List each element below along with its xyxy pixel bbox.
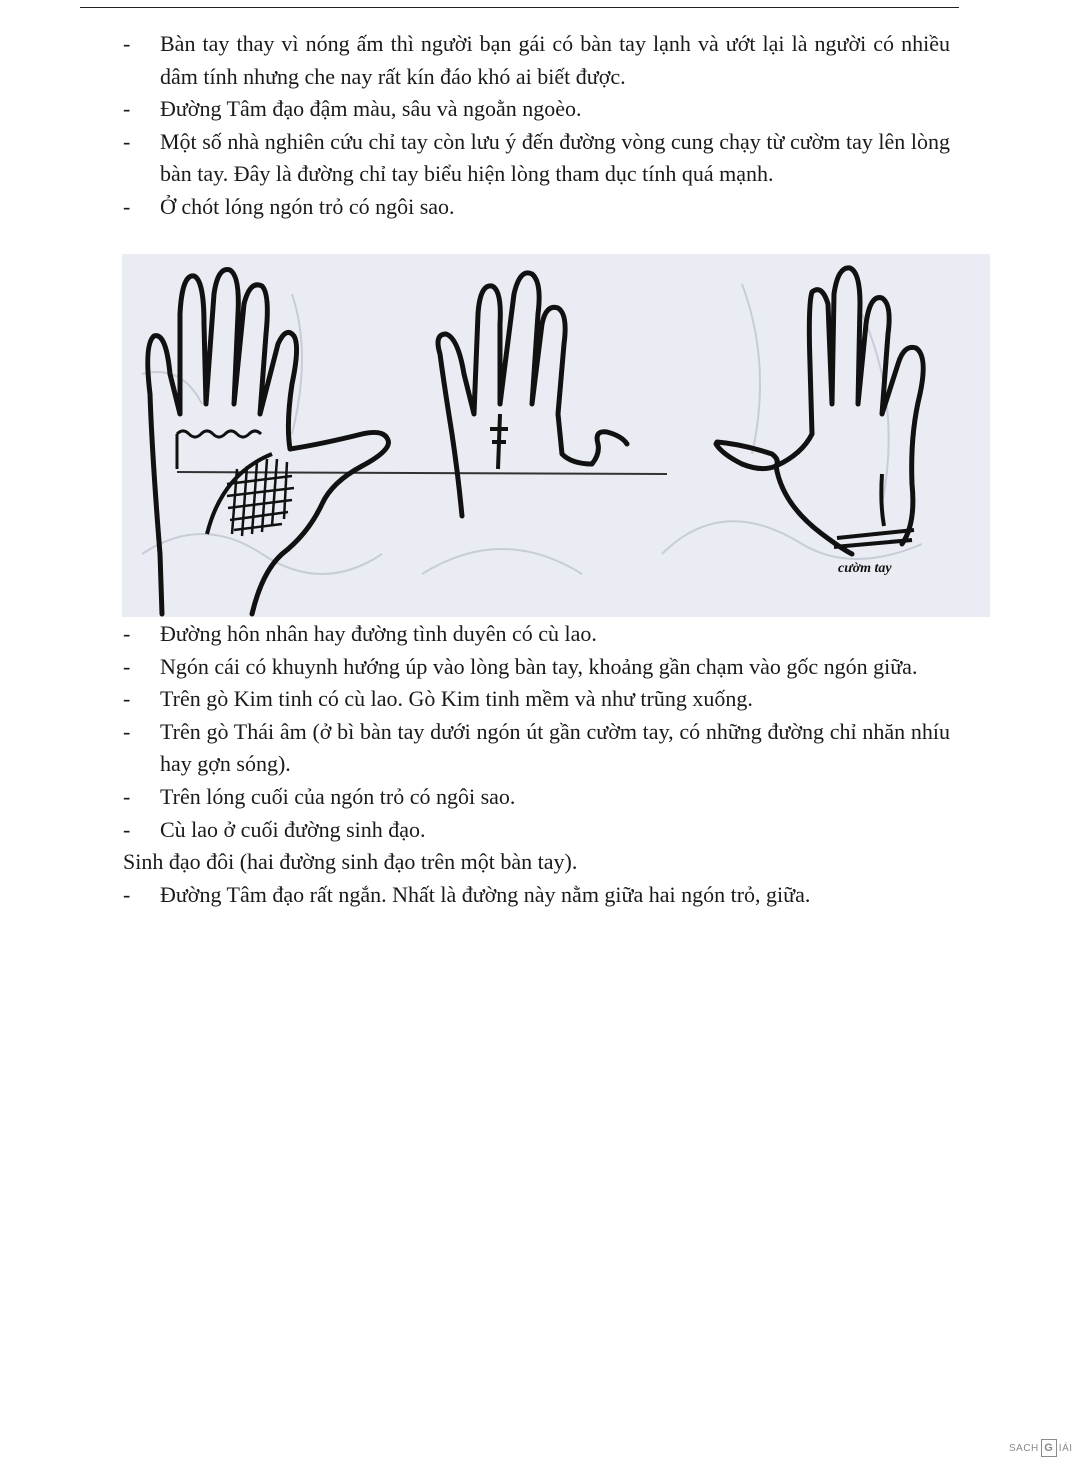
list-item-text: Bàn tay thay vì nóng ấm thì người bạn gái có bàn tay lạnh và ướt lại là người có nhiều dâm tính nhưng che nay rất kín đáo khó ai biết được. — [160, 31, 950, 89]
list-item-text: Ngón cái có khuynh hướng úp vào lòng bàn tay, khoảng gần chạm vào gốc ngón giữa. — [160, 653, 918, 679]
list-item-text: Trên gò Kim tinh có cù lao. Gò Kim tinh mềm và như trũng xuống. — [160, 686, 753, 712]
left-hand-outline — [148, 270, 389, 615]
bullet-dash: - — [123, 718, 131, 744]
watermark-box: G — [1041, 1439, 1057, 1457]
list-item-text: Trên lóng cuối của ngón trỏ có ngôi sao. — [160, 783, 516, 809]
plain-paragraph: Sinh đạo đôi (hai đường sinh đạo trên một bàn tay). — [123, 849, 578, 875]
watermark-text-left: SACH — [1009, 1442, 1039, 1454]
bullet-dash: - — [123, 96, 131, 122]
list-item — [123, 814, 950, 847]
bullet-dash: - — [123, 816, 131, 842]
list-item-text: Đường hôn nhân hay đường tình duyên có cù lao. — [160, 621, 597, 646]
list-item — [123, 716, 950, 781]
bullet-dash: - — [123, 128, 131, 154]
list-item — [123, 191, 950, 224]
list-item-text: Một số nhà nghiên cứu chỉ tay còn lưu ý đến đường vòng cung chạy từ cườm tay lên lòng bàn tay. Đây là đường chỉ tay biểu hiện lòng tham dục tính quá mạnh. — [160, 128, 950, 187]
header-rule — [80, 7, 959, 8]
divider-line — [177, 472, 667, 474]
watermark-text-right: IÁI — [1058, 1442, 1073, 1454]
bullet-dash: - — [123, 881, 131, 907]
text-block-top — [123, 28, 950, 224]
right-hand-outline — [716, 268, 923, 554]
watermark-logo — [1009, 1439, 1073, 1457]
heart-line — [177, 431, 261, 437]
bullet-dash: - — [123, 621, 131, 646]
wrist-label: cườm tay — [838, 561, 892, 576]
list-item — [123, 879, 950, 912]
bullet-dash: - — [123, 783, 131, 809]
list-item — [123, 781, 950, 814]
palm-illustration — [122, 254, 990, 617]
list-item — [123, 618, 950, 651]
text-block-bottom — [123, 618, 950, 911]
list-item-text: Đường Tâm đạo rất ngắn. Nhất là đường này nằm giữa hai ngón trỏ, giữa. — [160, 881, 811, 907]
list-item-text: Trên gò Thái âm (ở bì bàn tay dưới ngón út gần cườm tay, có những đường chỉ nhăn nhíu hay gợn sóng). — [160, 718, 950, 777]
bullet-dash: - — [123, 193, 131, 219]
list-item — [123, 28, 950, 93]
middle-hand-outline — [438, 273, 627, 516]
list-item-text: Đường Tâm đạo đậm màu, sâu và ngoằn ngoèo. — [160, 96, 582, 122]
symbol-mark — [490, 414, 508, 469]
list-item-text: Ở chót lóng ngón trỏ có ngôi sao. — [160, 193, 455, 219]
list-item — [123, 651, 950, 684]
grid-marks — [227, 459, 294, 536]
bullet-dash: - — [123, 653, 131, 679]
list-item — [123, 126, 950, 191]
list-item — [123, 683, 950, 716]
list-item — [123, 93, 950, 126]
bullet-dash: - — [123, 686, 131, 712]
bullet-dash: - — [123, 31, 131, 56]
wrist-lines — [834, 474, 914, 547]
list-item-text: Cù lao ở cuối đường sinh đạo. — [160, 816, 426, 842]
